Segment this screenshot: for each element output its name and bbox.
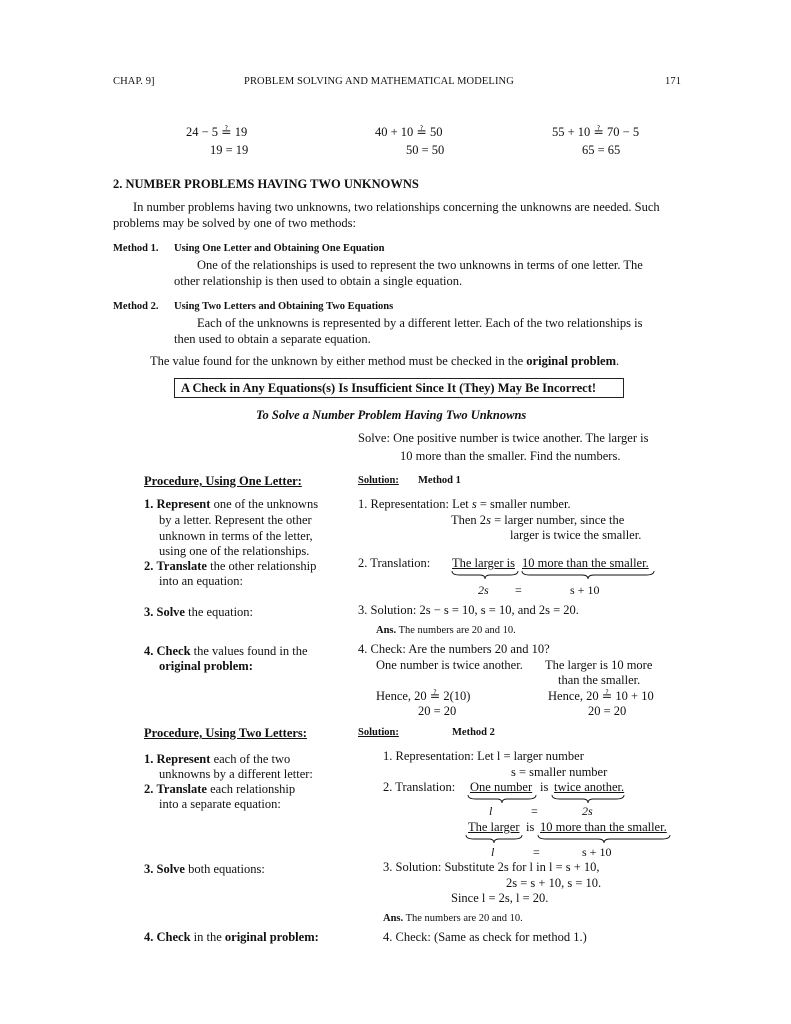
method-2-title: Using Two Letters and Obtaining Two Equations: [174, 301, 394, 312]
intro-line-1: In number problems having two unknowns, two relationships concerning the unknowns are needed. Such: [133, 200, 660, 214]
proc1-step-4: [144, 644, 308, 659]
proc2-step-3-keyword: Solve: [156, 862, 185, 876]
proc1-step-3-keyword: Solve: [156, 605, 185, 619]
method-1-label: Method 1.: [113, 243, 159, 254]
sol2-answer: [383, 913, 523, 924]
proc1-step-3-num: 3.: [144, 605, 154, 619]
check-1-line-2: 19 = 19: [210, 143, 249, 157]
sol1-tr-phrase-1: The larger is: [452, 556, 515, 570]
sol1-brace-2: [522, 571, 654, 579]
sol1-answer-text: The numbers are 20 and 10.: [398, 625, 516, 636]
procedure-two-heading: Procedure, Using Two Letters:: [144, 726, 307, 740]
proc1-step-4-keyword: Check: [156, 644, 191, 658]
method-1-line-2: other relationship is then used to obtain a single equation.: [174, 274, 463, 288]
proc2-step-4-text: in the: [193, 930, 222, 944]
procedure-one-heading: Procedure, Using One Letter:: [144, 474, 302, 488]
sol1-answer-label: Ans.: [376, 625, 397, 636]
sol1-rep-a: 1. Representation: Let: [358, 497, 472, 511]
solve-heading: To Solve a Number Problem Having Two Unknowns: [256, 408, 527, 422]
proc2-step-2-text: each relationship: [210, 782, 296, 796]
sol2-rep-a: 1. Representation: Let l = larger number: [383, 749, 584, 763]
solution-2-method: Method 2: [452, 727, 495, 738]
sol2-tr1-a: One number: [470, 780, 533, 794]
sol1-check-title: 4. Check: Are the numbers 20 and 10?: [358, 642, 550, 656]
sol2-tr2-c: 10 more than the smaller.: [540, 820, 667, 834]
chapter-label: CHAP. 9]: [113, 76, 155, 87]
sol2-brace-3: [466, 835, 522, 843]
proc1-step-1-keyword: Represent: [156, 497, 211, 511]
section-heading: 2. NUMBER PROBLEMS HAVING TWO UNKNOWNS: [113, 177, 419, 191]
check-2-line-1: 40 + 10 ≟ 50: [375, 125, 443, 139]
proc1-step-4-num: 4.: [144, 644, 154, 658]
sol1-solution: 3. Solution: 2s − s = 10, s = 10, and 2s = 20.: [358, 603, 579, 617]
sol2-check: 4. Check: (Same as check for method 1.): [383, 930, 587, 944]
proc1-step-1-line-4: using one of the relationships.: [159, 544, 310, 558]
sol2-tr2-b: is: [526, 820, 535, 834]
proc1-step-4-line-2: original problem:: [159, 659, 253, 673]
problem-line-2: 10 more than the smaller. Find the numbers.: [400, 449, 621, 463]
proc2-step-4-num: 4.: [144, 930, 154, 944]
intro-line-2: problems may be solved by one of two methods:: [113, 216, 357, 230]
sol1-check-hence-2: Hence, 20 ≟ 10 + 10: [548, 689, 654, 703]
sol1-rep-b: Then 2: [451, 513, 487, 527]
proc2-step-3-text: both equations:: [188, 862, 265, 876]
check-2-line-2: 50 = 50: [406, 143, 445, 157]
proc2-step-3: [144, 862, 265, 877]
sol2-brace-4: [538, 835, 670, 843]
value-note: [150, 354, 619, 369]
proc1-step-2-keyword: Translate: [156, 559, 207, 573]
warning-text: A Check in Any Equations(s) Is Insufficient Since It (They) May Be Incorrect!: [181, 381, 597, 395]
sol2-solution-1: 3. Solution: Substitute 2s for l in l = s + 10,: [383, 860, 600, 874]
proc1-step-1-text: one of the unknowns: [213, 497, 319, 511]
proc2-step-1-line-2: unknowns by a different letter:: [159, 767, 313, 781]
proc2-step-3-num: 3.: [144, 862, 154, 876]
warning-box: [174, 378, 624, 398]
sol2-eq2-right: s + 10: [582, 845, 612, 859]
proc2-step-4-keyword-2: original problem:: [224, 930, 319, 944]
sol1-check-hence-2b: 20 = 20: [588, 704, 627, 718]
proc2-step-1-keyword: Represent: [156, 752, 211, 766]
sol2-answer-label: Ans.: [383, 913, 404, 924]
sol2-tr1-c: twice another.: [554, 780, 625, 794]
proc1-step-1: [144, 497, 318, 512]
sol2-solution-3: Since l = 2s, l = 20.: [451, 891, 549, 905]
page-number: 171: [665, 76, 682, 87]
sol1-answer: [376, 625, 516, 636]
sol1-tr-phrase-2: 10 more than the smaller.: [522, 556, 649, 570]
sol1-check-hence-1: Hence, 20 ≟ 2(10): [376, 689, 471, 703]
proc1-step-2: [144, 559, 316, 574]
proc1-step-2-text: the other relationship: [210, 559, 317, 573]
sol1-rep-a-var: s: [471, 497, 477, 511]
method-2-line-1: Each of the unknowns is represented by a different letter. Each of the two relationships is: [197, 316, 643, 330]
method-1-title: Using One Letter and Obtaining One Equation: [174, 243, 385, 254]
proc2-step-4-keyword: Check: [156, 930, 191, 944]
solution-1-label: Solution:: [358, 475, 399, 486]
method-2-line-2: then used to obtain a separate equation.: [174, 332, 371, 346]
proc2-step-2-keyword: Translate: [156, 782, 207, 796]
running-title: PROBLEM SOLVING AND MATHEMATICAL MODELING: [244, 76, 514, 87]
proc2-step-4: [144, 930, 319, 945]
check-3-line-1: 55 + 10 ≟ 70 − 5: [552, 125, 640, 139]
sol1-eq-right: s + 10: [570, 583, 600, 597]
sol1-representation: [358, 497, 571, 512]
proc2-step-2-num: 2.: [144, 782, 154, 796]
value-note-end: .: [616, 354, 620, 368]
sol1-rep-b-end: = larger number, since the: [490, 513, 625, 527]
sol2-answer-text: The numbers are 20 and 10.: [405, 913, 523, 924]
sol2-brace-1: [468, 795, 536, 803]
sol1-eq-op: =: [515, 583, 522, 597]
sol1-rep-then: [451, 513, 624, 528]
sol2-tr2-a: The larger: [468, 820, 520, 834]
sol2-eq2-op: =: [533, 845, 540, 859]
proc2-step-1-num: 1.: [144, 752, 154, 766]
sol2-solution-2: 2s = s + 10, s = 10.: [506, 876, 602, 890]
proc1-step-2-num: 2.: [144, 559, 154, 573]
proc1-step-1-num: 1.: [144, 497, 154, 511]
value-note-text: The value found for the unknown by either method must be checked in the: [150, 354, 524, 368]
sol2-translation-label: 2. Translation:: [383, 780, 456, 794]
sol2-eq1-right: 2s: [582, 804, 593, 818]
proc1-step-3-text: the equation:: [188, 605, 254, 619]
proc1-step-3: [144, 605, 253, 620]
sol1-rep-b-var: s: [486, 513, 491, 527]
sol2-eq1-left: l: [489, 804, 493, 818]
method-1-line-1: One of the relationships is used to represent the two unknowns in terms of one letter. The: [197, 258, 643, 272]
solution-1-method: Method 1: [418, 475, 461, 486]
proc1-step-1-line-3: unknown in terms of the letter,: [159, 529, 313, 543]
sol2-tr1-b: is: [540, 780, 549, 794]
proc2-step-1-text: each of the two: [213, 752, 291, 766]
sol1-check-right-2: than the smaller.: [558, 673, 641, 687]
sol1-rep-a-end: = smaller number.: [476, 497, 571, 511]
sol2-eq2-left: l: [491, 845, 495, 859]
sol2-brace-2: [552, 795, 624, 803]
sol2-eq1-op: =: [531, 804, 538, 818]
method-2-label: Method 2.: [113, 301, 159, 312]
sol1-translation-label: 2. Translation:: [358, 556, 431, 570]
proc1-step-1-line-2: by a letter. Represent the other: [159, 513, 312, 527]
value-note-emphasis: original problem: [526, 354, 617, 368]
check-1-line-1: 24 − 5 ≟ 19: [186, 125, 248, 139]
sol1-check-right-1: The larger is 10 more: [545, 658, 653, 672]
sol1-rep-reason: larger is twice the smaller.: [510, 528, 642, 542]
proc2-step-2-line-2: into a separate equation:: [159, 797, 281, 811]
solution-2-label: Solution:: [358, 727, 399, 738]
proc1-step-2-line-2: into an equation:: [159, 574, 244, 588]
sol1-eq-left: 2s: [478, 583, 489, 597]
sol1-brace-1: [452, 571, 518, 579]
proc1-step-4-text: the values found in the: [193, 644, 308, 658]
sol1-check-hence-1b: 20 = 20: [418, 704, 457, 718]
check-3-line-2: 65 = 65: [582, 143, 621, 157]
sol2-rep-b: s = smaller number: [511, 765, 608, 779]
sol1-check-left: One number is twice another.: [376, 658, 523, 672]
proc2-step-1: [144, 752, 290, 767]
problem-line-1: Solve: One positive number is twice another. The larger is: [358, 431, 649, 445]
proc2-step-2: [144, 782, 295, 797]
